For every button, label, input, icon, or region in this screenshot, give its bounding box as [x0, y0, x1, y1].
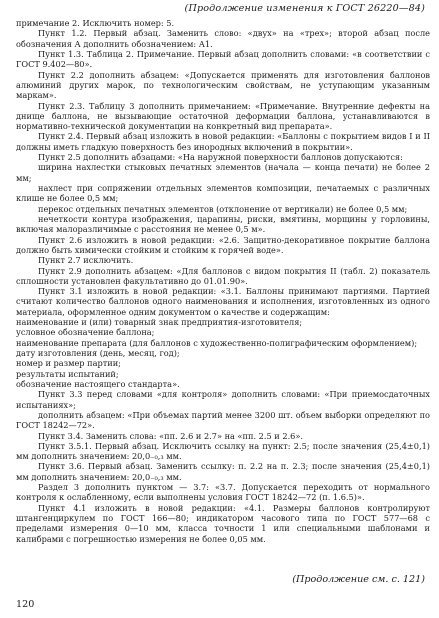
continuation-header: (Продолжение изменения к ГОСТ 26220—84)	[184, 3, 425, 14]
paragraph: дополнить абзацем: «При объемах партий менее 3200 шт. объем выборки определяют по ГОСТ 18242—72».	[16, 409, 430, 431]
paragraph: Пункт 2.5 дополнить абзацами: «На наружной поверхности баллонов допускаются:	[38, 152, 403, 163]
list-item: нечеткости контура изображения, царапины, риски, вмятины, морщины у горловины, включая малоразличимые с расстояния не менее 0,5 м».	[16, 213, 430, 235]
list-item: обозначение настоящего стандарта».	[16, 378, 180, 389]
list-item: наименование и (или) товарный знак предприятия-изготовителя;	[16, 317, 303, 328]
list-item: нахлест при сопряжении отдельных элементов композиции, печатаемых с различных клише не более 0,5 мм;	[16, 183, 430, 204]
list-item: ширина нахлестки стыковых печатных элементов (начала — конца печати) не более 2 мм;	[16, 162, 430, 183]
paragraph: Пункт 1.3. Таблица 2. Примечание. Первый абзац дополнить словами: «в соответствии с ГОСТ 9.402—80».	[16, 48, 430, 70]
list-item: результаты испытаний;	[16, 368, 119, 379]
list-item: дату изготовления (день, месяц, год);	[16, 348, 180, 358]
paragraph: Пункт 3.1 изложить в новой редакции: «3.1. Баллоны принимают партиями. Партией считают количество баллонов одного наименования и исполнения, изготовленных из одного материала, оформленное одним документом о качестве и содержащим:	[16, 286, 430, 317]
paragraph: Пункт 2.3. Таблицу 3 дополнить примечанием: «Примечание. Внутренние дефекты на днище баллона, не вызывающие остаточной деформации баллона, устанавливаются в нормативно-технической документации на конкретный вид препарата».	[16, 100, 430, 132]
paragraph: примечание 2. Исключить номер: 5.	[16, 18, 175, 28]
list-item: условное обозначение баллона;	[16, 327, 155, 338]
paragraph: Пункт 1.2. Первый абзац. Заменить слово: «двух» на «трех»; второй абзац после обозначения А дополнить обозначением: А1.	[16, 28, 430, 49]
list-item: номер и размер партии;	[16, 358, 121, 369]
paragraph: Пункт 3.5.1. Первый абзац. Исключить ссылку на пункт: 2.5; после значения (25,4±0,1) мм дополнить значением: 20,0₋₀,₃ мм.	[16, 440, 430, 462]
continuation-footer: (Продолжение см. с. 121)	[292, 574, 425, 585]
paragraph: Пункт 2.6 изложить в новой редакции: «2.6. Защитно-декоративное покрытие баллона должно быть химически стойким и стойким к горячей воде».	[16, 234, 430, 255]
paragraph: Пункт 3.6. Первый абзац. Заменить ссылку: п. 2.2 на п. 2.3; после значения (25,4±0,1) мм дополнить значением: 20,0₋₀,₃ мм.	[16, 461, 430, 482]
list-item: перекос отдельных печатных элементов (отклонение от вертикали) не более 0,5 мм;	[38, 203, 408, 214]
document-body	[16, 18, 430, 544]
paragraph: Пункт 2.9 дополнить абзацем: «Для баллонов с видом покрытия II (табл. 2) показатель сплошности установлен факультативно до 01.01.90».	[16, 265, 430, 286]
paragraph: Раздел 3 дополнить пунктом — 3.7: «3.7. Допускается переходить от нормального контроля к ослабленному, если выполнены условия ГОСТ 18242—72 (п. 1.6.5)».	[16, 482, 430, 503]
paragraph: Пункт 2.7 исключить.	[38, 255, 134, 266]
paragraph: Пункт 3.4. Заменить слова: «пп. 2.6 и 2.7» на «пп. 2.5 и 2.6».	[38, 430, 303, 441]
paragraph: Пункт 2.2 дополнить абзацем: «Допускается применять для изготовления баллонов алюминий других марок, по технологическим свойствам, не уступающим указанным маркам».	[16, 69, 430, 101]
list-item: наименование препарата (для баллонов с художественно-полиграфическим оформлением);	[16, 337, 418, 348]
page-number: 120	[16, 599, 35, 610]
paragraph: Пункт 3.3 перед словами «для контроля» дополнить словами: «При приемосдаточных испытаниях»;	[16, 389, 430, 410]
paragraph: Пункт 4.1 изложить в новой редакции: «4.1. Размеры баллонов контролируют штангенциркулем по ГОСТ 166—80; индикатором часового типа по ГОСТ 577—68 с пределами измерения 0—10 мм, класса точности 1 или специальными шаблонами и калибрами с погрешностью измерения не более 0,05 мм.	[16, 502, 430, 544]
paragraph: Пункт 2.4. Первый абзац изложить в новой редакции: «Баллоны с покрытием видов I и II должны иметь гладкую поверхность без инородных включений в покрытии».	[16, 131, 430, 152]
